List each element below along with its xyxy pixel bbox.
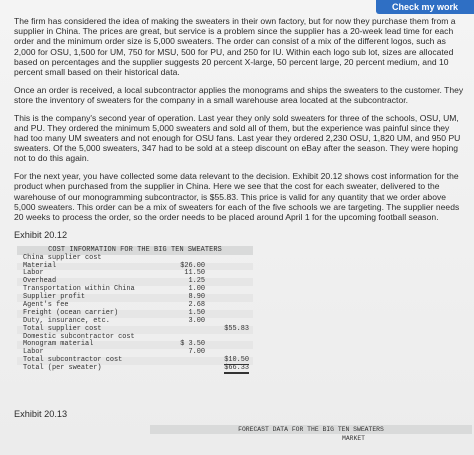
cost-row-component-value: 1.00 [188,285,205,294]
cost-row-label: China supplier cost [23,253,102,262]
cost-row-component-value [155,326,205,334]
cost-row-label: Domestic subcontractor cost [23,332,135,341]
paragraph-2: Once an order is received, a local subcontractor applies the monograms and ships the sweaters to the customer. They store the inventory of sweaters for the company in a small warehouse area located at the subcontractor. [14,84,464,105]
cost-table-row [17,341,253,349]
paragraph-4: For the next year, you have collected some data relevant to the decision. Exhibit 20.12 shows cost information for the product when purchased from the supplier in China. Here we see that the cost for each sweater, delivered to the warehouse of our monogramming subcontractor, is $55.83. This price is valid for any quantity that we order above 5,000 sweaters. This order can be a mix of sweaters for each of the five schools we are targeting. The supplier needs 20 weeks to process the order, so the order needs to be placed around April 1 for the upcoming football season. [14,171,460,222]
cost-row-label: Total supplier cost [23,324,102,333]
cost-row-component-value: 1.25 [188,277,205,286]
cost-row-total-value [205,341,249,349]
cost-information-table [17,246,253,373]
cost-row-label: Monogram material [23,340,94,349]
exhibit-13-label: Exhibit 20.13 [14,409,68,419]
cost-row-total-value [205,294,249,302]
cost-row-label: Labor [23,348,44,357]
cost-row-label: Supplier profit [23,293,86,302]
cost-row-total-value [205,270,249,278]
cost-row-total-value [205,365,249,373]
forecast-data-table [150,425,472,443]
cost-row-component-value: 7.00 [188,348,205,357]
cost-row-component-value: 2.68 [188,301,205,309]
cost-row-component-value: 8.90 [188,293,205,302]
check-my-work-button[interactable]: Check my work [376,0,474,14]
exhibit-12-label: Exhibit 20.12 [14,229,68,240]
cost-row-label: Overhead [23,277,57,286]
cost-row-total-value [205,310,249,318]
cost-row-component-value: $26.00 [180,261,205,270]
cost-row-component-value: $ 3.50 [180,340,205,349]
cost-row-label: Duty, insurance, etc. [23,316,110,325]
cost-row-label: Freight (ocean carrier) [23,308,119,317]
cost-row-label: Labor [23,269,44,278]
cost-row-label: Transportation within China [23,285,135,294]
cost-row-component-value [155,365,205,373]
paragraph-3: This is the company's second year of operation. Last year they only sold sweaters for three of the schools, OSU, UM, and PU. They ordered the minimum 5,000 sweaters and sold all of them, but the experience was painful since they had too many UM sweaters and not enough for OSU fans. Last year they ordered 2,230 OSU, 1,820 UM, and 950 PU sweaters. Of the 5,000 sweaters, 347 had to be sold at a steep discount on eBay after the season. They were hoping not to do this again. [14,112,461,164]
cost-table-row [17,263,253,271]
cost-row-total-value [205,286,249,294]
cost-table-title: COST INFORMATION FOR THE BIG TEN SWEATERS [17,246,253,255]
cost-row-total-value [205,255,249,263]
cost-row-component-value: 1.50 [188,308,205,317]
cost-row-total-value [205,326,249,334]
cost-row-total-value [205,263,249,271]
cost-row-total-value [205,278,249,286]
cost-row-label: Material [23,261,57,270]
cost-row-component-value: 11.50 [184,269,205,278]
cost-row-label: Total subcontractor cost [23,356,123,365]
cost-row-total-text: $10.50 [224,356,249,365]
cost-row-total-text: $66.33 [224,364,249,373]
cost-row-label: Total (per sweater) [23,364,102,373]
cost-row-total-text: $55.83 [224,324,249,333]
cost-row-component-value: 3.00 [188,316,205,325]
cost-row-total-value [205,302,249,310]
problem-content [14,16,466,373]
forecast-table-title: FORECAST DATA FOR THE BIG TEN SWEATERS [150,425,472,434]
paragraph-1: The firm has considered the idea of making the sweaters in their own factory, but for now they purchase them from a supplier in China. The prices are great, but service is a problem since the supplier has a 20-week lead time for each order and the minimum order size is 5,000 sweaters. The order can consist of a mix of the different logos, such as 2,000 for OSU, 1,500 for UM, 750 for MSU, 500 for PU, and 250 for IU. Within each logo sub lot, sizes are allocated based on percentages and the supplier suggests 20 percent X-large, 50 percent large, 20 percent medium, and 10 percent small based on their historical data. [14,16,456,78]
cost-row-component-value [155,357,205,365]
forecast-column-header-market: MARKET [341,435,365,442]
cost-row-total-value [205,334,249,342]
cost-row-label: Agent's fee [23,301,69,309]
cost-table-body [17,255,253,373]
cost-table-row [17,365,253,373]
